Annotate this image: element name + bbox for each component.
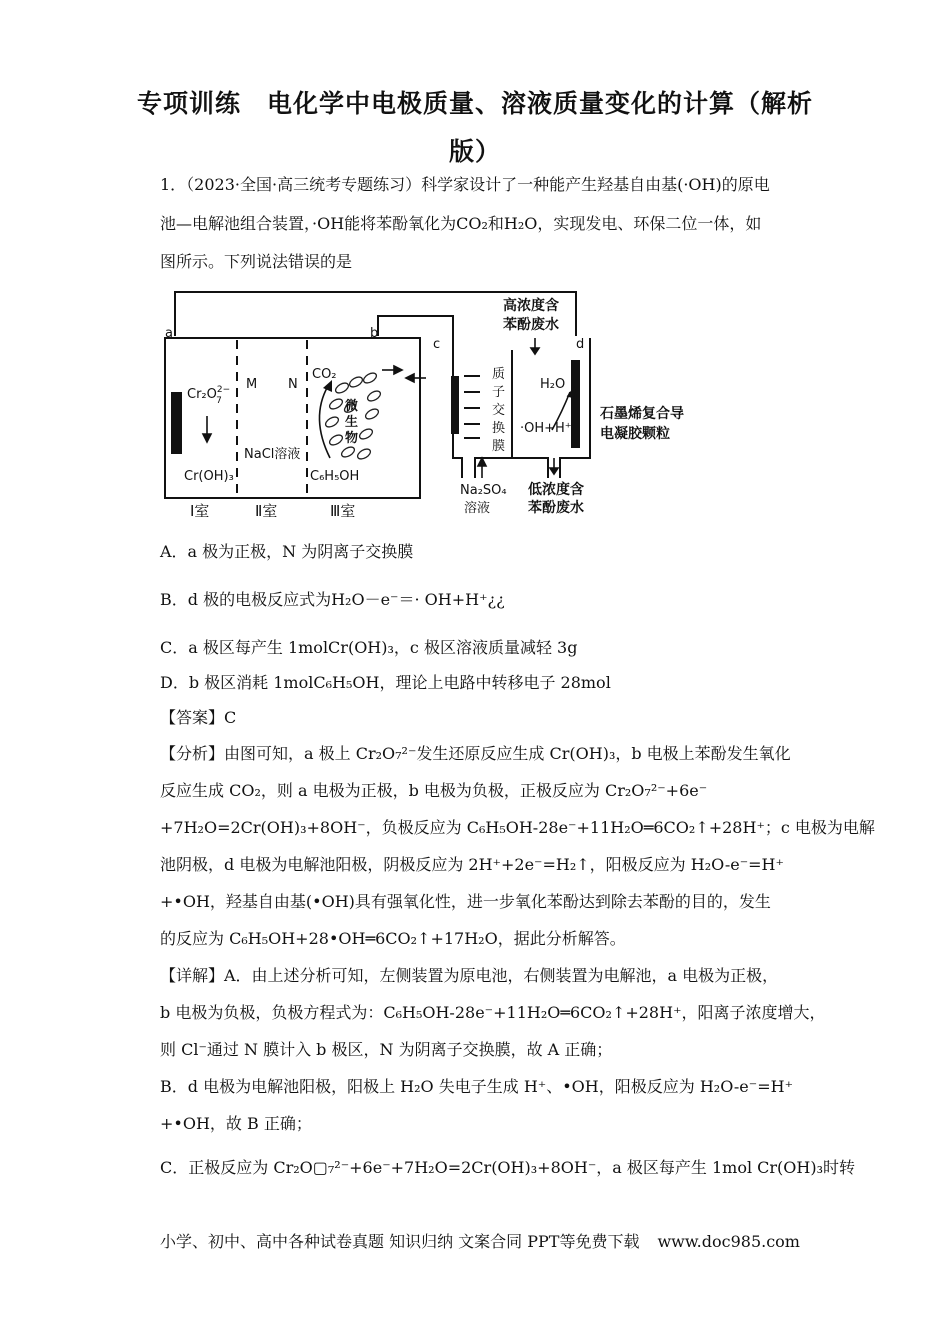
question-line-3: 图所示。下列说法错误的是 <box>160 252 353 271</box>
analysis-line-3: +7H₂O=2Cr(OH)₃+8OH⁻，负极反应为 C₆H₅OH-28e⁻+11H₂O═6CO₂↑+28H⁺；c 电极为电解 <box>160 818 875 837</box>
label-membrane-4: 换 <box>492 421 506 436</box>
label-na2so4-1: Na₂SO₄ <box>460 483 507 498</box>
analysis-line-6: 的反应为 C₆H₅OH+28•OH═6CO₂↑+17H₂O，据此分析解答。 <box>160 929 626 948</box>
label-d: d <box>576 337 585 352</box>
label-co2: CO₂ <box>312 367 337 382</box>
label-phenol: C₆H₅OH <box>310 469 360 484</box>
electrode-c <box>451 376 459 434</box>
analysis-line-1: 【分析】由图可知，a 极上 Cr₂O₇²⁻发生还原反应生成 Cr(OH)₃，b 电极上苯酚发生氧化 <box>160 744 791 763</box>
label-N: N <box>288 377 298 392</box>
option-b: B．d 极的电极反应式为H₂O－e⁻＝· OH+H⁺¿¿ <box>160 590 505 609</box>
detail-line-4: B．d 电极为电解池阳极，阳极上 H₂O 失电子生成 H⁺、•OH，阳极反应为 H₂O-e⁻=H⁺ <box>160 1077 794 1096</box>
analysis-line-2: 反应生成 CO₂，则 a 电极为正极，b 电极为负极，正极反应为 Cr₂O₇²⁻+6e⁻ <box>160 781 708 800</box>
label-c: c <box>433 337 441 352</box>
detail-line-1: 【详解】A．由上述分析可知，左侧装置为原电池，右侧装置为电解池，a 电极为正极， <box>160 966 779 985</box>
label-graphene-1: 石墨烯复合导 <box>600 406 684 422</box>
footer-text: 小学、初中、高中各种试卷真题 知识归纳 文案合同 PPT等免费下载 <box>160 1232 640 1251</box>
label-membrane-1: 质 <box>492 367 506 382</box>
label-microbe-2: 生 <box>345 415 359 430</box>
label-room-1: Ⅰ室 <box>190 502 210 520</box>
question-line-2: 池—电解池组合装置，·OH能将苯酚氧化为CO₂和H₂O，实现发电、环保二位一体，如 <box>160 214 762 233</box>
label-oh-h: ·OH+H⁺ <box>520 421 572 436</box>
question-line-1: 1．（2023·全国·高三统考专题练习）科学家设计了一种能产生羟基自由基(·OH)的原电 <box>160 175 770 194</box>
label-croh3: Cr(OH)₃ <box>184 469 234 484</box>
label-membrane-5: 膜 <box>492 439 506 454</box>
detail-line-2: b 电极为负极，负极方程式为：C₆H₅OH-28e⁻+11H₂O═6CO₂↑+28H⁺，阳离子浓度增大， <box>160 1003 826 1022</box>
label-microbe-1: 微 <box>345 399 359 414</box>
label-room-3: Ⅲ室 <box>330 502 356 520</box>
detail-line-3: 则 Cl⁻通过 N 膜计入 b 极区，N 为阴离子交换膜，故 A 正确； <box>160 1040 613 1059</box>
label-membrane-3: 交 <box>492 403 506 418</box>
label-membrane-2: 子 <box>492 385 506 400</box>
label-h2o: H₂O <box>540 377 566 392</box>
page-title-cont: 版） <box>448 137 501 166</box>
option-a: A．a 极为正极，N 为阴离子交换膜 <box>160 542 414 561</box>
electrode-d <box>571 360 580 448</box>
electrode-a <box>171 392 182 454</box>
label-cr2o7: $Cr_2O^{2-}$ 7 <box>187 385 231 406</box>
label-nacl: NaCl溶液 <box>244 447 301 462</box>
detail-line-6: C．正极反应为 Cr₂O▢₇²⁻+6e⁻+7H₂O=2Cr(OH)₃+8OH⁻，a 极区每产生 1mol Cr(OH)₃时转 <box>160 1158 856 1177</box>
analysis-line-5: +•OH，羟基自由基(•OH)具有强氧化性，进一步氧化苯酚达到除去苯酚的目的，发生 <box>160 892 771 911</box>
label-M: M <box>246 377 258 392</box>
label-a: a <box>165 326 173 341</box>
footer <box>160 1229 800 1252</box>
option-c: C．a 极区每产生 1molCr(OH)₃，c 极区溶液质量减轻 3g <box>160 638 578 657</box>
option-d: D．b 极区消耗 1molC₆H₅OH，理论上电路中转移电子 28mol <box>160 673 611 692</box>
label-room-2: Ⅱ室 <box>255 502 278 520</box>
detail-line-5: +•OH，故 B 正确； <box>160 1114 312 1133</box>
label-inlet-2: 苯酚废水 <box>503 317 559 333</box>
label-na2so4-2: 溶液 <box>464 501 491 516</box>
apparatus-diagram <box>160 288 720 528</box>
page-title: 专项训练 电化学中电极质量、溶液质量变化的计算（解析 <box>136 89 813 118</box>
label-outlet-1: 低浓度含 <box>528 482 584 498</box>
label-microbe-3: 物 <box>345 431 359 446</box>
analysis-line-4: 池阴极，d 电极为电解池阳极，阴极反应为 2H⁺+2e⁻=H₂↑，阳极反应为 H₂O-e⁻=H⁺ <box>160 855 784 874</box>
label-outlet-2: 苯酚废水 <box>528 500 584 516</box>
label-inlet-1: 高浓度含 <box>503 298 559 314</box>
label-graphene-2: 电凝胶颗粒 <box>600 426 670 442</box>
answer: 【答案】C <box>160 708 237 727</box>
footer-url[interactable]: www.doc985.com <box>657 1232 800 1251</box>
label-b: b <box>370 326 379 341</box>
